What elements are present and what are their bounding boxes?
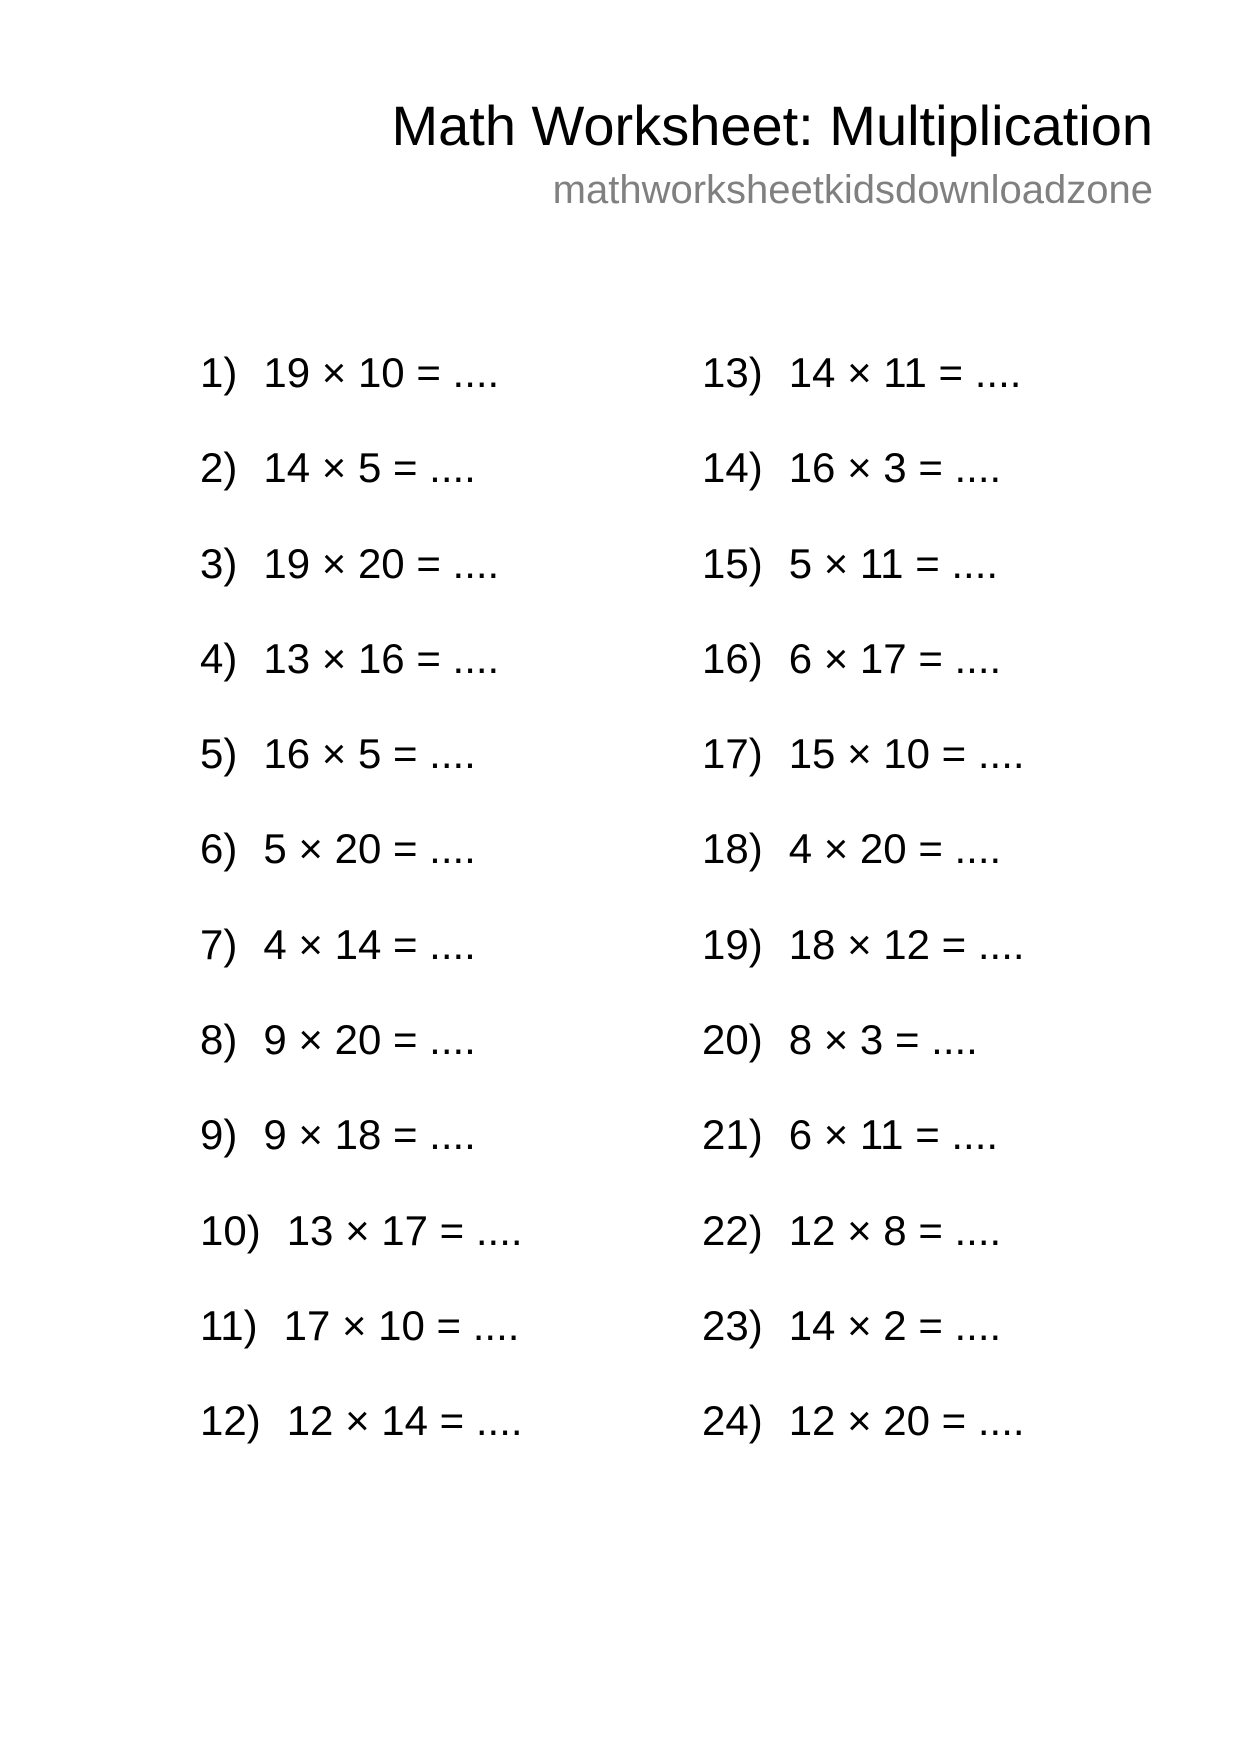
problem-number: 11)	[200, 1301, 258, 1349]
problem-number: 16)	[702, 634, 763, 682]
problem-15	[702, 539, 1025, 634]
problem-13	[702, 348, 1025, 443]
problem-expression: 16 × 5 = ....	[263, 730, 476, 778]
problem-expression: 6 × 11 = ....	[788, 1111, 999, 1159]
problem-expression: 13 × 17 = ....	[286, 1206, 523, 1254]
problem-expression: 8 × 3 = ....	[788, 1016, 978, 1064]
problem-18	[702, 824, 1025, 919]
problem-number: 13)	[702, 349, 763, 396]
problem-expression: 6 × 17 = ....	[788, 634, 1002, 682]
problem-expression: 14 × 2 = ....	[788, 1301, 1002, 1349]
problem-number: 6)	[200, 825, 238, 873]
problem-expression: 13 × 16 = ....	[263, 634, 500, 682]
page-subtitle: mathworksheetkidsdownloadzone	[552, 168, 1153, 212]
problem-number: 17)	[702, 730, 763, 778]
problem-6	[200, 824, 523, 919]
problem-number: 22)	[702, 1206, 763, 1254]
problem-expression: 12 × 14 = ....	[286, 1397, 523, 1445]
problem-expression: 18 × 12 = ....	[788, 920, 1025, 968]
problem-5	[200, 729, 523, 824]
problem-10	[200, 1206, 523, 1301]
problem-number: 8)	[200, 1016, 238, 1064]
problem-3	[200, 539, 523, 634]
worksheet-header	[392, 92, 1154, 214]
problem-column-right	[702, 348, 1025, 1492]
problem-expression: 5 × 11 = ....	[788, 539, 999, 587]
problem-number: 20)	[702, 1016, 763, 1064]
problem-9	[200, 1110, 523, 1205]
problem-14	[702, 443, 1025, 538]
problem-16	[702, 634, 1025, 729]
problem-number: 2)	[200, 444, 238, 492]
problem-22	[702, 1206, 1025, 1301]
problem-7	[200, 920, 523, 1015]
problem-number: 14)	[702, 444, 763, 492]
problem-2	[200, 443, 523, 538]
problem-expression: 12 × 20 = ....	[788, 1397, 1025, 1445]
problem-19	[702, 920, 1025, 1015]
problem-number: 24)	[702, 1397, 763, 1445]
page-title: Math Worksheet: Multiplication	[391, 94, 1153, 157]
problem-21	[702, 1110, 1025, 1205]
problem-expression: 15 × 10 = ....	[788, 730, 1025, 778]
problem-8	[200, 1015, 523, 1110]
problem-number: 1)	[200, 349, 238, 396]
problem-expression: 12 × 8 = ....	[788, 1206, 1002, 1254]
problem-1	[200, 348, 523, 443]
problem-number: 19)	[702, 920, 763, 968]
problem-expression: 14 × 11 = ....	[788, 349, 1022, 396]
problem-number: 4)	[200, 634, 238, 682]
problem-number: 3)	[200, 539, 238, 587]
problem-expression: 4 × 14 = ....	[263, 920, 476, 968]
problem-number: 15)	[702, 539, 763, 587]
problem-number: 9)	[200, 1111, 238, 1159]
problem-expression: 5 × 20 = ....	[263, 825, 476, 873]
problem-column-left	[200, 348, 523, 1492]
problem-number: 23)	[702, 1301, 763, 1349]
problem-12	[200, 1396, 523, 1491]
problem-expression: 14 × 5 = ....	[263, 444, 476, 492]
problem-number: 21)	[702, 1111, 763, 1159]
problem-11	[200, 1301, 523, 1396]
problem-number: 18)	[702, 825, 763, 873]
problem-20	[702, 1015, 1025, 1110]
problem-4	[200, 634, 523, 729]
problem-17	[702, 729, 1025, 824]
problem-number: 7)	[200, 920, 238, 968]
problem-expression: 17 × 10 = ....	[283, 1301, 520, 1349]
problem-23	[702, 1301, 1025, 1396]
problem-24	[702, 1396, 1025, 1491]
problem-expression: 9 × 18 = ....	[263, 1111, 476, 1159]
problem-number: 12)	[200, 1397, 261, 1445]
problem-expression: 19 × 20 = ....	[263, 539, 500, 587]
problem-expression: 19 × 10 = ....	[263, 349, 500, 396]
problem-expression: 4 × 20 = ....	[788, 825, 1002, 873]
problem-expression: 9 × 20 = ....	[263, 1016, 476, 1064]
problem-number: 10)	[200, 1206, 261, 1254]
problem-number: 5)	[200, 730, 238, 778]
problem-expression: 16 × 3 = ....	[788, 444, 1002, 492]
